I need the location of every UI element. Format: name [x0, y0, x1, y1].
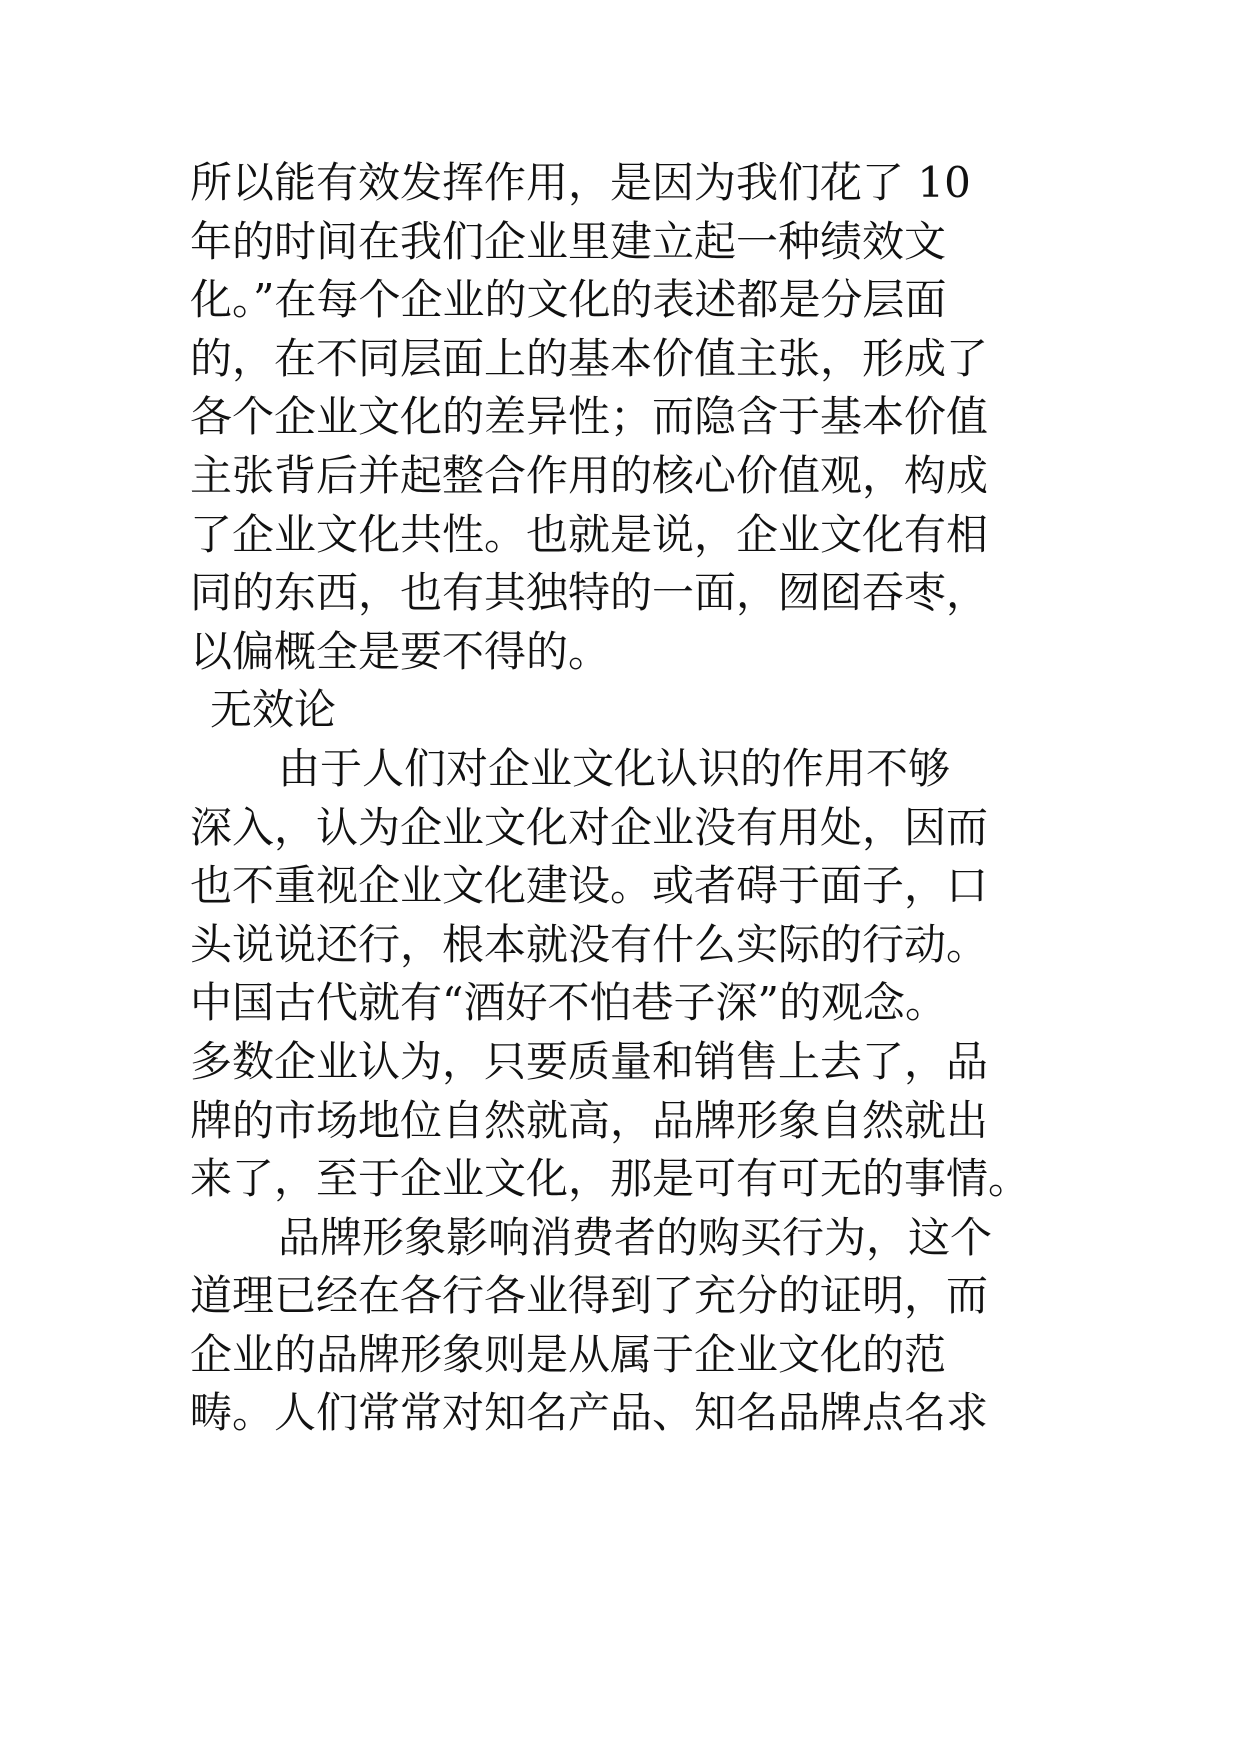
text-line: 多数企业认为，只要质量和销售上去了，品 [190, 1036, 989, 1086]
text-line: 深入，认为企业文化对企业没有用处，因而 [190, 802, 989, 852]
text-line: 了企业文化共性。也就是说，企业文化有相 [190, 509, 989, 559]
text-line: 化。”在每个企业的文化的表述都是分层面 [190, 275, 947, 325]
text-line: 各个企业文化的差异性；而隐含于基本价值 [190, 392, 989, 442]
text-line: 的，在不同层面上的基本价值主张，形成了 [190, 333, 989, 383]
text-line: 年的时间在我们企业里建立起一种绩效文 [190, 216, 947, 266]
paragraph-first-line: 由于人们对企业文化认识的作用不够 [278, 743, 951, 793]
text-line: 所以能有效发挥作用，是因为我们花了 10 [190, 158, 971, 207]
text-line: 主张背后并起整合作用的核心价值观，构成 [190, 450, 989, 500]
text-line: 头说说还行，根本就没有什么实际的行动。 [190, 919, 989, 969]
text-line: 畴。人们常常对知名产品、知名品牌点名求 [190, 1388, 989, 1438]
text-line: 也不重视企业文化建设。或者碍于面子，口 [190, 861, 989, 911]
paragraph-first-line: 品牌形象影响消费者的购买行为，这个 [278, 1212, 993, 1262]
document-body [190, 154, 1070, 1443]
text-line: 牌的市场地位自然就高，品牌形象自然就出 [190, 1095, 989, 1145]
text-line: 同的东西，也有其独特的一面，囫囵吞枣， [190, 568, 989, 618]
text-line: 以偏概全是要不得的。 [190, 626, 611, 676]
text-line: 道理已经在各行各业得到了充分的证明，而 [190, 1271, 989, 1321]
section-heading: 无效论 [210, 685, 337, 735]
text-line: 来了，至于企业文化，那是可有可无的事情。 [190, 1154, 1031, 1204]
text-line: 企业的品牌形象则是从属于企业文化的范 [190, 1329, 947, 1379]
text-line: 中国古代就有“酒好不怕巷子深”的观念。 [190, 978, 947, 1028]
